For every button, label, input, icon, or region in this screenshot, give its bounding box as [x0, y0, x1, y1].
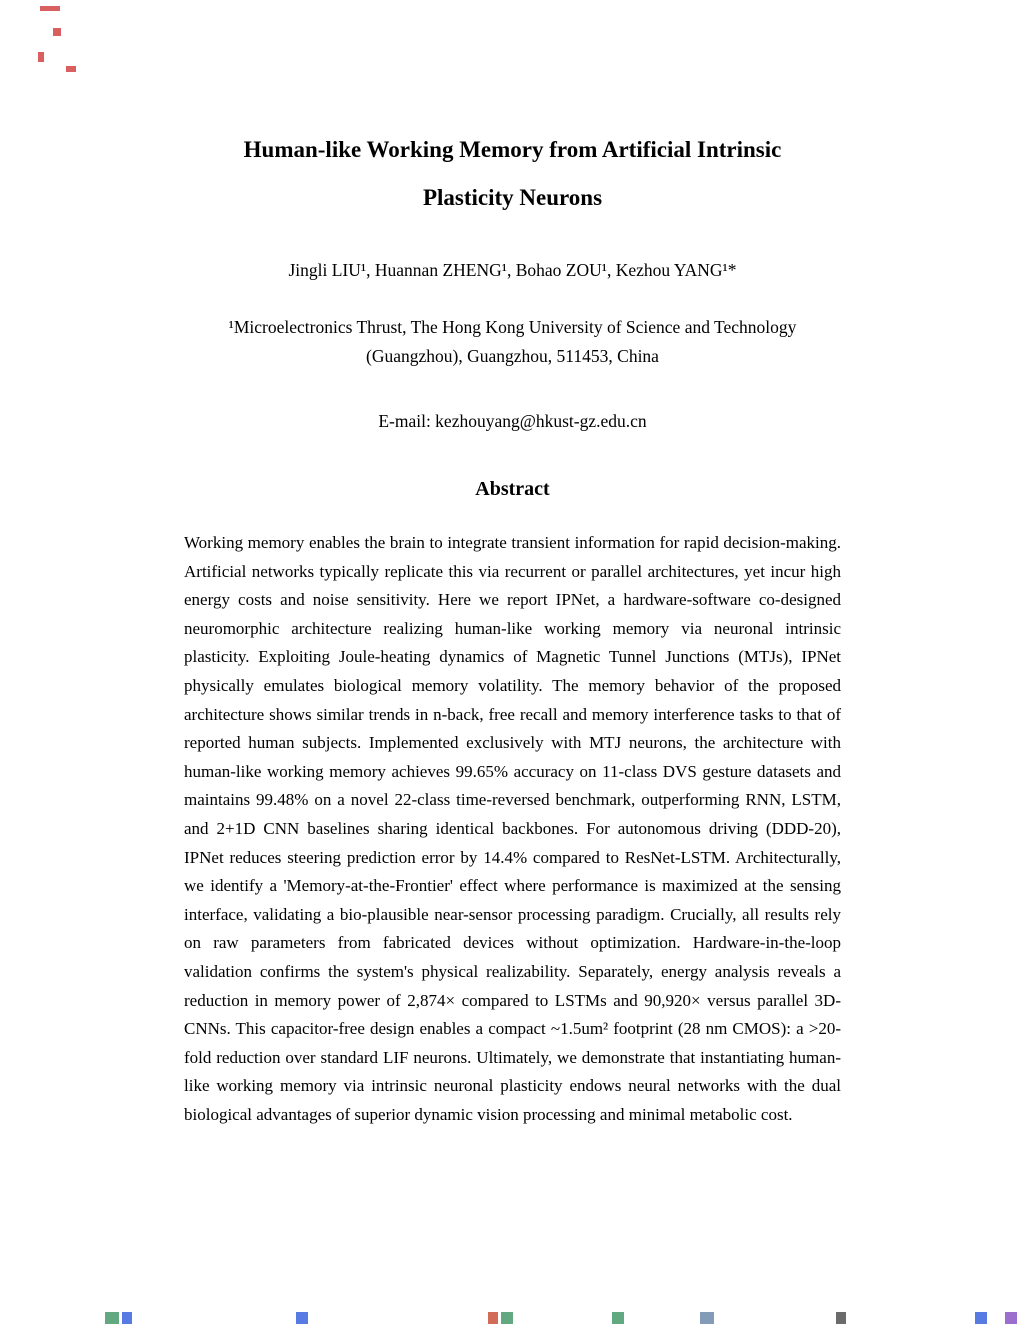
paper-title-line-2: Plasticity Neurons	[422, 185, 603, 210]
artifact-mark	[40, 6, 60, 11]
artifact-mark	[612, 1312, 624, 1324]
artifact-mark	[1005, 1312, 1017, 1324]
paper-title-line-1: Human-like Working Memory from Artificial Intrinsic	[243, 137, 782, 162]
affiliation-line-2: (Guangzhou), Guangzhou, 511453, China	[366, 346, 659, 366]
artifact-mark	[105, 1312, 119, 1324]
artifact-mark	[38, 52, 44, 62]
artifact-mark	[700, 1312, 714, 1324]
artifact-mark	[296, 1312, 308, 1324]
author-list: Jingli LIU¹, Huannan ZHENG¹, Bohao ZOU¹, Kezhou YANG¹*	[288, 260, 737, 280]
artifact-mark	[66, 66, 76, 72]
artifact-mark	[975, 1312, 987, 1324]
artifact-mark	[122, 1312, 132, 1324]
artifact-mark	[501, 1312, 513, 1324]
abstract-text: Working memory enables the brain to integrate transient information for rapid decision-making. Artificial networks typically replicate this via recurrent or parallel architectures, yet incur high energy costs and noise sensitivity. Here we report IPNet, a hardware-software co-designed neuromorphic architecture realizing human-like working memory via neuronal intrinsic plasticity. Exploiting Joule-heating dynamics of Magnetic Tunnel Junctions (MTJs), IPNet physically emulates biological memory volatility. The memory behavior of the proposed architecture shows similar trends in n-back, free recall and memory interference tasks to that of reported human subjects. Implemented exclusively with MTJ neurons, the architecture with human-like working memory achieves 99.65% accuracy on 11-class DVS gesture datasets and maintains 99.48% on a novel 22-class time-reversed benchmark, outperforming RNN, LSTM, and 2+1D CNN baselines sharing identical backbones. For autonomous driving (DDD-20), IPNet reduces steering prediction error by 14.4% compared to ResNet-LSTM. Architecturally, we identify a 'Memory-at-the-Frontier' effect where performance is maximized at the sensing interface, validating a bio-plausible near-sensor processing paradigm. Crucially, all results rely on raw parameters from fabricated devices without optimization. Hardware-in-the-loop validation confirms the system's physical realizability. Separately, energy analysis reveals a reduction in memory power of 2,874× compared to LSTMs and 90,920× versus parallel 3D-CNNs. This capacitor-free design enables a compact ~1.5um² footprint (28 nm CMOS): a >20-fold reduction over standard LIF neurons. Ultimately, we demonstrate that instantiating human-like working memory via intrinsic neuronal plasticity endows neural networks with the dual biological advantages of superior dynamic vision processing and minimal metabolic cost.	[184, 533, 841, 1124]
artifact-mark	[488, 1312, 498, 1324]
abstract-heading: Abstract	[475, 478, 550, 500]
affiliation	[184, 313, 841, 371]
affiliation-line-1: ¹Microelectronics Thrust, The Hong Kong University of Science and Technology	[228, 317, 797, 337]
artifact-mark	[53, 28, 61, 36]
contact-email: E-mail: kezhouyang@hkust-gz.edu.cn	[378, 411, 647, 431]
paper-title	[184, 126, 841, 222]
paper-page	[184, 126, 841, 1146]
artifact-mark	[836, 1312, 846, 1324]
